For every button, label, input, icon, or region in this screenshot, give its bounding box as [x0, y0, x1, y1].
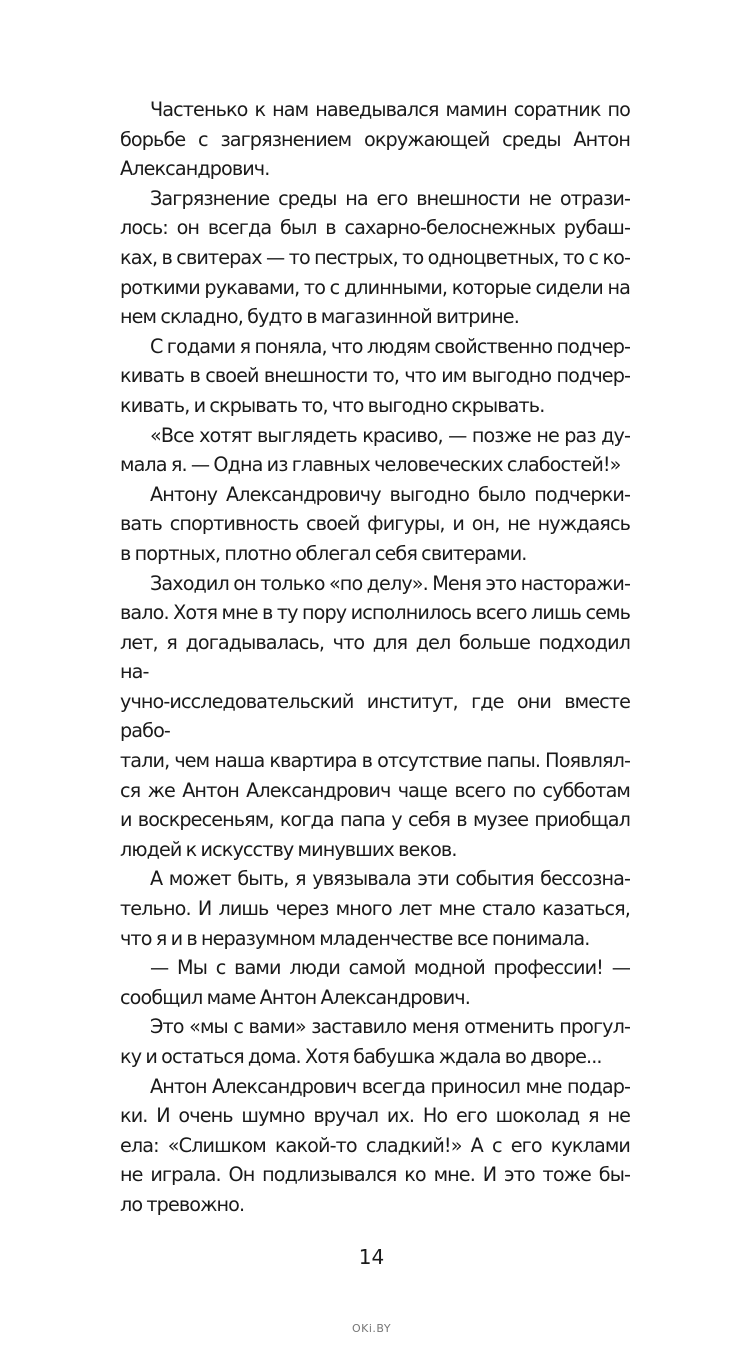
text-line: учно-исследовательский институт, где они вместе рабо-	[120, 689, 630, 743]
text-line: тали, чем наша квартира в отсутствие папы. Появлял-	[120, 749, 630, 773]
text-line: людей к искусству минувших веков.	[120, 837, 457, 861]
text-line: вать спортивность своей фигуры, и он, не нуждаясь	[120, 512, 630, 536]
text-line: Загрязнение среды на его внешности не отрази-	[150, 186, 630, 210]
text-line: кивать в своей внешности то, что им выгодно подчер-	[120, 364, 630, 388]
text-line: борьбе с загрязнением окружающей среды Антон	[120, 127, 630, 151]
text-line: Это «мы с вами» заставило меня отменить прогул-	[150, 1015, 630, 1039]
text-line: — Мы с вами люди самой модной профессии! —	[150, 956, 630, 980]
watermark: OKi.BY	[351, 1321, 392, 1335]
text-line: роткими рукавами, то с длинными, которые сидели на	[120, 275, 630, 299]
text-line: Заходил он только «по делу». Меня это насторажи-	[150, 571, 630, 595]
text-line: ела: «Слишком какой-то сладкий!» А с его куклами	[120, 1133, 630, 1157]
text-line: Александрович.	[120, 157, 270, 181]
text-line: кивать, и скрывать то, что выгодно скрывать.	[120, 393, 545, 417]
text-line: С годами я поняла, что людям свойственно подчер-	[150, 334, 630, 358]
text-line: Антону Александровичу выгодно было подчерки-	[150, 482, 630, 506]
text-line: Частенько к нам наведывался мамин соратник по	[150, 98, 630, 121]
text-line: ку и остаться дома. Хотя бабушка ждала во дворе...	[120, 1045, 602, 1068]
text-line: что я и в неразумном младенчестве все понимала.	[120, 926, 590, 950]
text-line: ках, в свитерах — то пестрых, то одноцветных, то с ко-	[120, 245, 630, 269]
text-line: не играла. Он подлизывался ко мне. И это тоже бы-	[120, 1163, 630, 1187]
text-line: лось: он всегда был в сахарно-белоснежных рубаш-	[120, 216, 630, 240]
text-line: вало. Хотя мне в ту пору исполнилось всего лишь семь	[120, 601, 630, 625]
text-line: ся же Антон Александрович чаще всего по субботам	[120, 778, 630, 802]
text-line: ло тревожно.	[120, 1192, 245, 1216]
body-text	[120, 95, 630, 1220]
text-line: нем складно, будто в магазинной витрине.	[120, 305, 519, 329]
text-line: лет, я догадывалась, что для дел больше подходил на-	[120, 630, 630, 684]
text-line: сообщил маме Антон Александрович.	[120, 985, 470, 1009]
text-line: тельно. И лишь через много лет мне стало казаться,	[120, 897, 630, 921]
text-line: и воскресеньям, когда папа у себя в музее приобщал	[120, 808, 630, 832]
text-line: в портных, плотно облегал себя свитерами.	[120, 541, 527, 565]
text-line: А может быть, я увязывала эти события бессозна-	[150, 867, 630, 891]
text-line: «Все хотят выглядеть красиво, — позже не раз ду-	[150, 423, 630, 447]
text-line: мала я. — Одна из главных человеческих слабостей!»	[120, 453, 621, 477]
page-number: 14	[358, 1244, 385, 1269]
text-line: Антон Александрович всегда приносил мне подар-	[150, 1074, 630, 1098]
text-line: ки. И очень шумно вручал их. Но его шоколад я не	[120, 1104, 630, 1128]
